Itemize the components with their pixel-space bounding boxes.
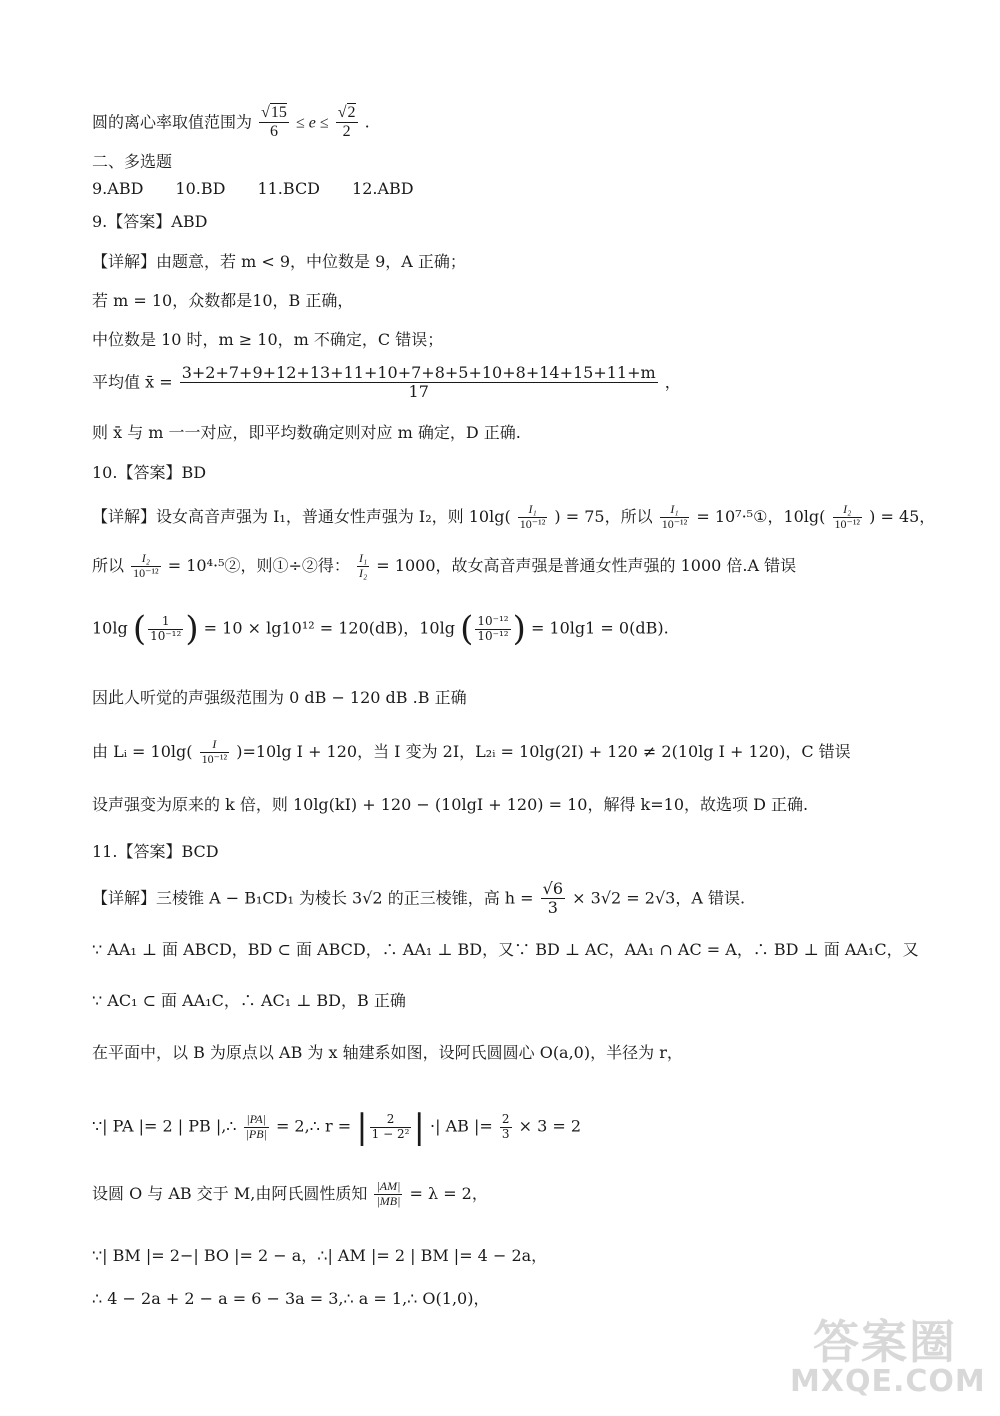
fraction-PA-PB: $\frac{|PA|}{|PB|}$ — [245, 1111, 267, 1141]
text: 所以 — [92, 555, 125, 575]
text: 设圆 O 与 AB 交于 M,由阿氏圆性质知 — [92, 1183, 368, 1203]
q11-line-2: ∵ AA₁ ⊥ 面 ABCD，BD ⊂ 面 ABCD，∴ AA₁ ⊥ BD，又∵ BD ⊥ AC，AA₁ ∩ AC = A，∴ BD ⊥ 面 AA₁C，又 — [92, 940, 919, 959]
fraction-num: 2 — [347, 104, 356, 121]
eccentricity-line — [92, 104, 370, 142]
fraction-den: 2 — [342, 123, 351, 141]
text: = 10⁷·⁵①，10lg( — [696, 506, 826, 526]
period: . — [364, 112, 370, 132]
text: 10lg — [92, 618, 128, 638]
q9-line-4 — [92, 364, 681, 402]
inequality: ≤ e ≤ — [295, 114, 329, 132]
q9-answer: 9.【答案】ABD — [92, 212, 208, 231]
fraction-sqrt6-3: $\frac{√6}{3}$ — [542, 879, 564, 918]
fraction-sqrt2-2: $\frac{√2}{2}$ — [337, 104, 356, 141]
fraction-I2: $\frac{\text{I₂}}{\text{10⁻¹²}}$ — [133, 551, 159, 580]
text: = 10 × lg10¹² = 120(dB)，10lg — [203, 618, 455, 638]
section-title: 二、多选题 — [92, 152, 173, 171]
fraction-den: 6 — [270, 123, 278, 141]
q10-answer: 10.【答案】BD — [92, 463, 207, 482]
mean-label: 平均值 x̄ = — [92, 372, 173, 392]
q11-line-3: ∵ AC₁ ⊂ 面 AA₁C，∴ AC₁ ⊥ BD，B 正确 — [92, 991, 406, 1010]
q10-line-3: 10lg ( $\frac{1}{\text{10⁻¹²}}$ ) = 10 × lg10¹² = 120(dB)，10lg ( $\frac{\text{10⁻¹²}}{\text{10⁻¹²}}$ ) = 10lg1 = 0(dB). — [92, 609, 669, 649]
q9-line-3: 中位数是 10 时，m ≥ 10，m 不确定，C 错误； — [92, 330, 444, 349]
q10-line-2 — [92, 552, 796, 581]
fraction-I1: $\frac{\text{I₁}}{\text{10⁻¹²}}$ — [519, 502, 546, 531]
text: × 3 = 2 — [518, 1116, 582, 1136]
text: = 10lg1 = 0(dB). — [530, 618, 669, 638]
text: = 1000，故女高音声强是普通女性声强的 1000 倍.A 错误 — [376, 555, 797, 575]
fraction-1: $\frac{1}{\text{10⁻¹²}}$ — [150, 613, 182, 643]
text: ) = 45， — [869, 506, 936, 526]
text: 【详解】三棱锥 A − B₁CD₁ 为棱长 3√2 的正三棱锥，高 h = — [92, 888, 534, 908]
q10-line-1 — [92, 503, 935, 532]
q11-line-1 — [92, 880, 745, 918]
fraction-sqrt15-6: $\frac{√15}{6}$ — [261, 104, 287, 141]
q11-line-7: ∵| BM |= 2−| BO |= 2 − a，∴| AM |= 2 | BM |= 4 − 2a， — [92, 1246, 548, 1265]
q10-line-6: 设声强变为原来的 k 倍，则 10lg(kI) + 120 − (10lgI + 120) = 10，解得 k=10，故选项 D 正确. — [92, 795, 809, 814]
answers-row: 9.ABD 10.BD 11.BCD 12.ABD — [92, 179, 414, 198]
fraction-I1: $\frac{\text{I₁}}{\text{10⁻¹²}}$ — [661, 502, 688, 531]
q11-line-8: ∴ 4 − 2a + 2 − a = 6 − 3a = 3,∴ a = 1,∴ O(1,0)， — [92, 1289, 490, 1308]
text: 【详解】设女高音声强为 I₁，普通女性声强为 I₂，则 10lg( — [92, 506, 511, 526]
text: = λ = 2， — [409, 1183, 488, 1203]
q11-line-6 — [92, 1180, 488, 1209]
q11-line-5: ∵| PA |= 2 | PB |,∴ $\frac{|PA|}{|PB|}$ = 2,∴ r = | $\frac{2}{\text{1 − 2²}}$ | ·| AB |= $\frac{2}{3}$ × 3 = 2 — [92, 1107, 582, 1147]
text: × 3√2 = 2√3，A 错误. — [572, 888, 746, 908]
fraction-10: $\frac{\text{10⁻¹²}}{\text{10⁻¹²}}$ — [477, 613, 509, 643]
watermark — [790, 1315, 986, 1399]
fraction-num: 3+2+7+9+12+13+11+10+7+8+5+10+8+14+15+11+m — [181, 363, 656, 382]
comma: ， — [664, 372, 681, 392]
text: ) = 75，所以 — [554, 506, 653, 526]
fraction-AM-MB: $\frac{|AM|}{|MB|}$ — [376, 1179, 401, 1208]
fraction-2-3: $\frac{2}{3}$ — [501, 1111, 510, 1141]
q11-line-4: 在平面中，以 B 为原点以 AB 为 x 轴建系如图，设阿氏圆圆心 O(a,0)，半径为 r， — [92, 1043, 683, 1062]
mean-fraction — [180, 364, 658, 402]
text: ∵| PA |= 2 | PB |,∴ — [92, 1116, 237, 1136]
fraction-I2: $\frac{\text{I₂}}{\text{10⁻¹²}}$ — [834, 502, 861, 531]
q9-line-5: 则 x̄ 与 m 一一对应，即平均数确定则对应 m 确定，D 正确. — [92, 423, 521, 442]
fraction-den: 17 — [408, 382, 429, 402]
eccentricity-text: 圆的离心率取值范围为 — [92, 112, 253, 132]
q10-line-5 — [92, 738, 851, 767]
watermark-cn: 答案圈 — [813, 1315, 957, 1369]
fraction-num: 15 — [270, 104, 287, 121]
text: 由 Lᵢ = 10lg( — [92, 741, 193, 761]
fraction-I: $\frac{I}{\text{10⁻¹²}}$ — [201, 737, 228, 766]
text: = 10⁴·⁵②，则①÷②得： — [167, 555, 350, 575]
fraction-2: $\frac{2}{\text{1 − 2²}}$ — [371, 1111, 410, 1141]
fraction-I1-I2: $\frac{\text{I₁}}{\text{I₂}}$ — [359, 551, 368, 580]
q9-line-1: 【详解】由题意，若 m < 9，中位数是 9，A 正确； — [92, 252, 466, 271]
text: ·| AB |= — [430, 1116, 493, 1136]
q10-line-4: 因此人听觉的声强级范围为 0 dB − 120 dB .B 正确 — [92, 688, 467, 707]
q11-answer: 11.【答案】BCD — [92, 842, 219, 861]
text: )=10lg I + 120，当 I 变为 2I，L₂ᵢ = 10lg(2I) + 120 ≠ 2(10lg I + 120)，C 错误 — [236, 741, 851, 761]
watermark-en: MXQE.COM — [790, 1364, 986, 1399]
q9-line-2: 若 m = 10，众数都是10，B 正确， — [92, 291, 354, 310]
text: = 2,∴ r = — [275, 1116, 352, 1136]
